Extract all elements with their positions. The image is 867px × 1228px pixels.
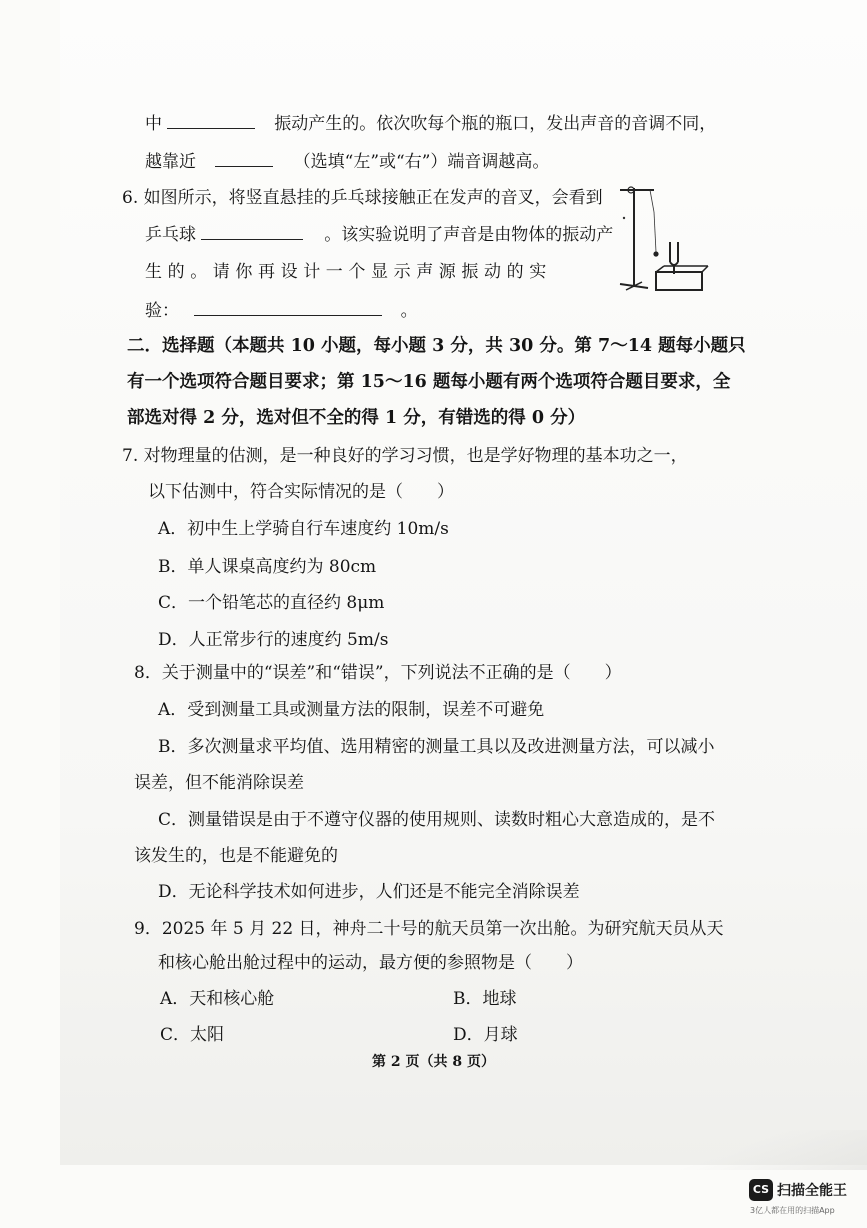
q8-option-c[interactable]: C．测量错误是由于不遵守仪器的使用规则、读数时粗心大意造成的，是不 [158,810,716,830]
q6-text: 。该实验说明了声音是由物体的振动产 [324,225,614,245]
q8-option-a[interactable]: A．受到测量工具或测量方法的限制，误差不可避免 [158,700,545,720]
q6-line-2 [145,223,613,246]
q8-line-1: 8．关于测量中的“误差”和“错误”，下列说法不正确的是（ ） [134,663,622,683]
q7-option-c[interactable]: C．一个铅笔芯的直径约 8μm [158,593,385,613]
q6-text: 。 [400,301,418,321]
q8-option-b-cont: 误差，但不能消除误差 [134,773,304,793]
page-footer: 第 2 页（共 8 页） [372,1054,495,1070]
q5-text: 中 [145,114,162,134]
q7-line-2: 以下估测中，符合实际情况的是（ ） [148,482,454,502]
q7-option-d[interactable]: D．人正常步行的速度约 5m/s [158,630,389,650]
q9-line-1: 9．2025 年 5 月 22 日，神舟二十号的航天员第一次出舱。为研究航天员从天 [134,919,724,939]
q8-option-d[interactable]: D．无论科学技术如何进步，人们还是不能完全消除误差 [158,882,580,902]
answer-blank[interactable] [215,150,273,167]
q5-text: 振动产生的。依次吹每个瓶的瓶口，发出声音的音调不同， [274,114,717,134]
q9-option-a[interactable]: A．天和核心舱 [160,989,275,1009]
brand-tagline: 3亿人都在用的扫描App [750,1206,835,1215]
camscanner-logo-icon: CS [749,1179,773,1201]
answer-blank[interactable] [194,299,382,316]
q9-option-b[interactable]: B．地球 [453,989,517,1009]
q9-line-2: 和核心舱出舱过程中的运动，最方便的参照物是（ ） [158,953,583,973]
q8-option-b[interactable]: B．多次测量求平均值、选用精密的测量工具以及改进测量方法，可以减小 [158,737,715,757]
q7-option-b[interactable]: B．单人课桌高度约为 80cm [158,557,377,577]
paper-fold-shadow [660,1130,867,1170]
q6-text: 如图所示，将竖直悬挂的乒乓球接触正在发声的音叉，会看到 [143,188,603,208]
q7-option-a[interactable]: A．初中生上学骑自行车速度约 10m/s [158,519,449,539]
q8-option-c-cont: 该发生的，也是不能避免的 [134,846,338,866]
q5-text: （选填“左”或“右”）端音调越高。 [293,152,550,172]
question-number: 6. [122,188,139,208]
q5-line-1 [145,112,716,135]
scanner-watermark [749,1179,859,1219]
q5-line-2 [145,150,549,173]
section-heading-line-2: 有一个选项符合题目要求；第 15～16 题每小题有两个选项符合题目要求，全 [127,372,731,392]
q6-line-1 [122,187,603,209]
q6-line-4 [145,299,418,322]
tuning-fork-apparatus-figure [612,180,712,295]
section-heading-line-3: 部选对得 2 分，选对但不全的得 1 分，有错选的得 0 分） [127,408,586,428]
q6-text: 验： [145,301,179,321]
q9-option-d[interactable]: D．月球 [453,1025,518,1045]
brand-name: 扫描全能王 [777,1183,847,1199]
answer-blank[interactable] [201,223,303,240]
section-heading-line-1: 二．选择题（本题共 10 小题，每小题 3 分，共 30 分。第 7～14 题每小题只 [127,336,746,356]
q6-text: 乒乓球 [145,225,196,245]
q7-line-1: 7. 对物理量的估测，是一种良好的学习习惯，也是学好物理的基本功之一， [122,446,688,466]
q6-line-3: 生的。请你再设计一个显示声源振动的实 [145,262,552,282]
q5-text: 越靠近 [145,152,196,172]
answer-blank[interactable] [167,112,255,129]
q9-option-c[interactable]: C．太阳 [160,1025,225,1045]
